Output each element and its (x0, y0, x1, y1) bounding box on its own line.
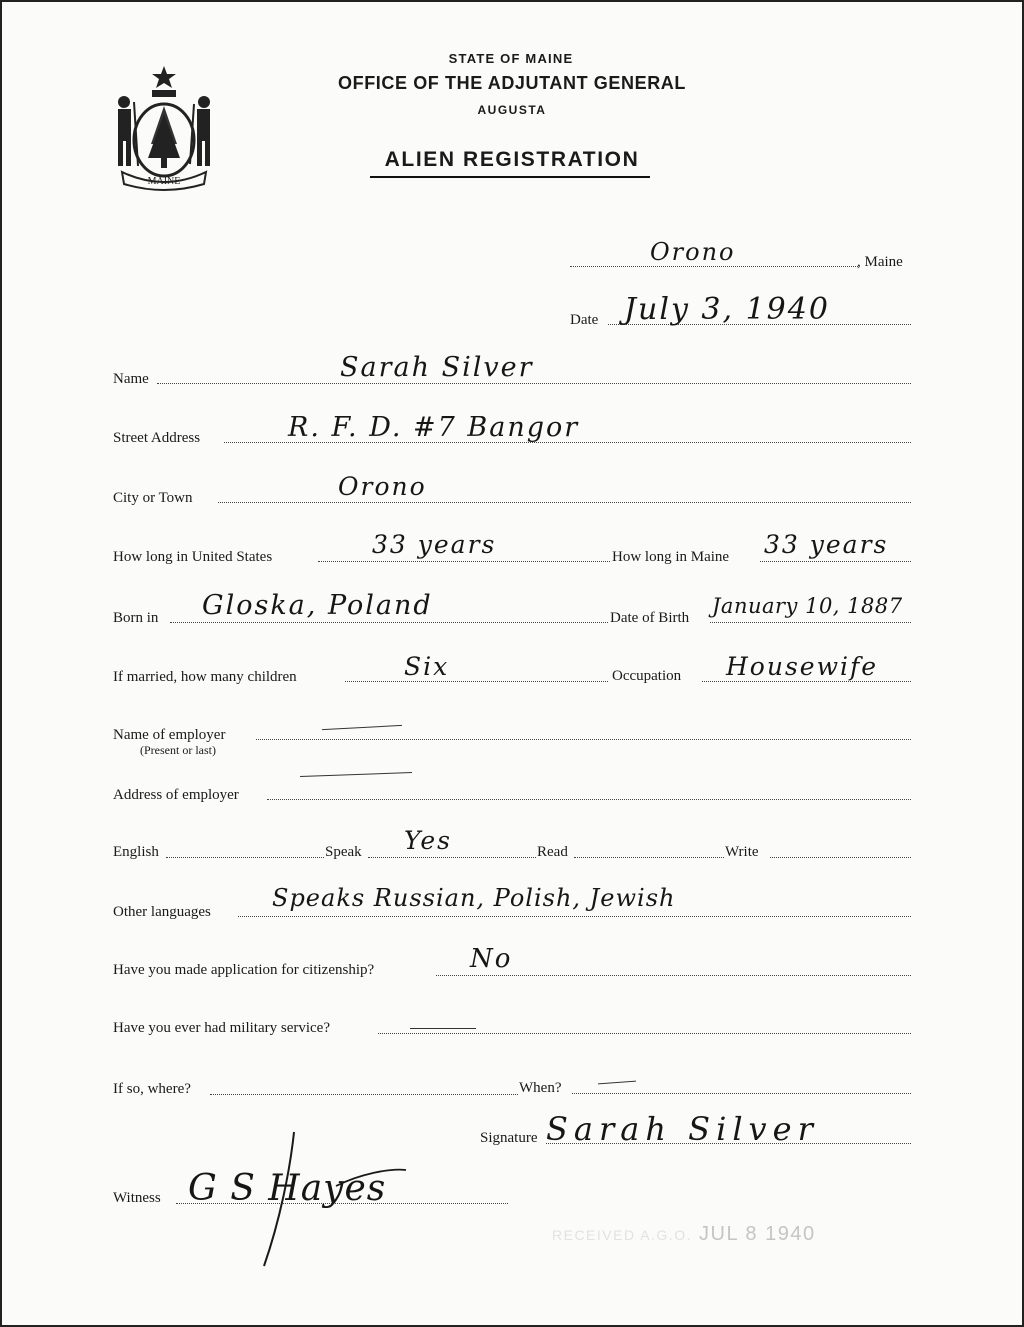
employer-address-label: Address of employer (113, 787, 239, 803)
witness-label: Witness (113, 1190, 161, 1206)
witness-flourish-icon (240, 1130, 410, 1270)
employer-name-line (256, 739, 911, 740)
how-long-maine-value: 33 years (764, 530, 889, 559)
signature-value: Sarah Silver (546, 1110, 819, 1148)
header-state: STATE OF MAINE (448, 51, 574, 66)
military-label: Have you ever had military service? (113, 1020, 330, 1036)
other-languages-line (238, 916, 911, 917)
other-languages-value: Speaks Russian, Polish, Jewish (272, 884, 676, 912)
date-value: July 3, 1940 (624, 292, 830, 327)
occupation-line (702, 681, 911, 682)
write-label: Write (725, 844, 759, 860)
citizenship-line (436, 975, 911, 976)
speak-label: Speak (325, 844, 362, 860)
date-label: Date (570, 312, 599, 328)
if-so-where-line (210, 1094, 518, 1095)
seal-text: MAINE (147, 176, 181, 187)
stamp-date: JUL 8 1940 (699, 1223, 816, 1245)
how-long-us-line (318, 561, 610, 562)
employer-name-dash (322, 725, 402, 730)
english-label: English (113, 844, 159, 860)
read-line (574, 857, 724, 858)
name-line (157, 383, 911, 384)
date-of-birth-value: January 10, 1887 (712, 594, 903, 618)
write-line (770, 857, 911, 858)
city-town-line (218, 502, 911, 503)
other-languages-label: Other languages (113, 904, 211, 920)
employer-name-label: Name of employer (113, 727, 226, 743)
employer-note: (Present or last) (140, 743, 216, 757)
street-value: R. F. D. #7 Bangor (288, 412, 580, 443)
employer-address-line (267, 799, 911, 800)
witness-value: G S Hayes (188, 1168, 387, 1209)
children-line (345, 681, 608, 682)
employer-address-dash (300, 772, 412, 777)
how-long-us-label: How long in United States (113, 549, 273, 565)
city-town-label: City or Town (113, 490, 193, 506)
header-city: AUGUSTA (477, 103, 547, 117)
date-of-birth-label: Date of Birth (610, 610, 690, 626)
title-underline (370, 176, 650, 178)
date-of-birth-line (710, 622, 911, 623)
city-town-value: Orono (338, 472, 427, 501)
when-label: When? (519, 1080, 562, 1096)
military-dash (410, 1028, 476, 1029)
form-title: ALIEN REGISTRATION (384, 148, 640, 171)
name-value: Sarah Silver (340, 352, 534, 383)
citizenship-label: Have you made application for citizenship? (113, 962, 375, 978)
how-long-us-value: 33 years (372, 530, 497, 559)
street-label: Street Address (113, 430, 201, 446)
born-in-value: Gloska, Poland (202, 590, 433, 621)
town-line (570, 266, 858, 267)
maine-label: , Maine (857, 254, 903, 270)
children-label: If married, how many children (113, 669, 297, 685)
born-in-label: Born in (113, 610, 159, 626)
born-in-line (170, 622, 608, 623)
name-label: Name (113, 371, 149, 387)
how-long-maine-line (760, 561, 911, 562)
when-line (572, 1093, 911, 1094)
children-value: Six (404, 652, 450, 681)
occupation-label: Occupation (612, 668, 682, 684)
stamp-prefix: RECEIVED A.G.O. (552, 1227, 692, 1243)
military-line (378, 1033, 911, 1034)
occupation-value: Housewife (726, 652, 879, 681)
signature-label: Signature (480, 1130, 538, 1146)
citizenship-value: No (470, 944, 513, 974)
speak-line (368, 857, 536, 858)
town-value: Orono (650, 238, 736, 266)
english-line (166, 857, 324, 858)
header-office: OFFICE OF THE ADJUTANT GENERAL (338, 73, 686, 93)
how-long-maine-label: How long in Maine (612, 549, 730, 565)
when-dash (598, 1081, 636, 1085)
received-stamp (552, 1223, 816, 1246)
speak-value: Yes (404, 826, 452, 855)
read-label: Read (537, 844, 568, 860)
if-so-where-label: If so, where? (113, 1081, 191, 1097)
